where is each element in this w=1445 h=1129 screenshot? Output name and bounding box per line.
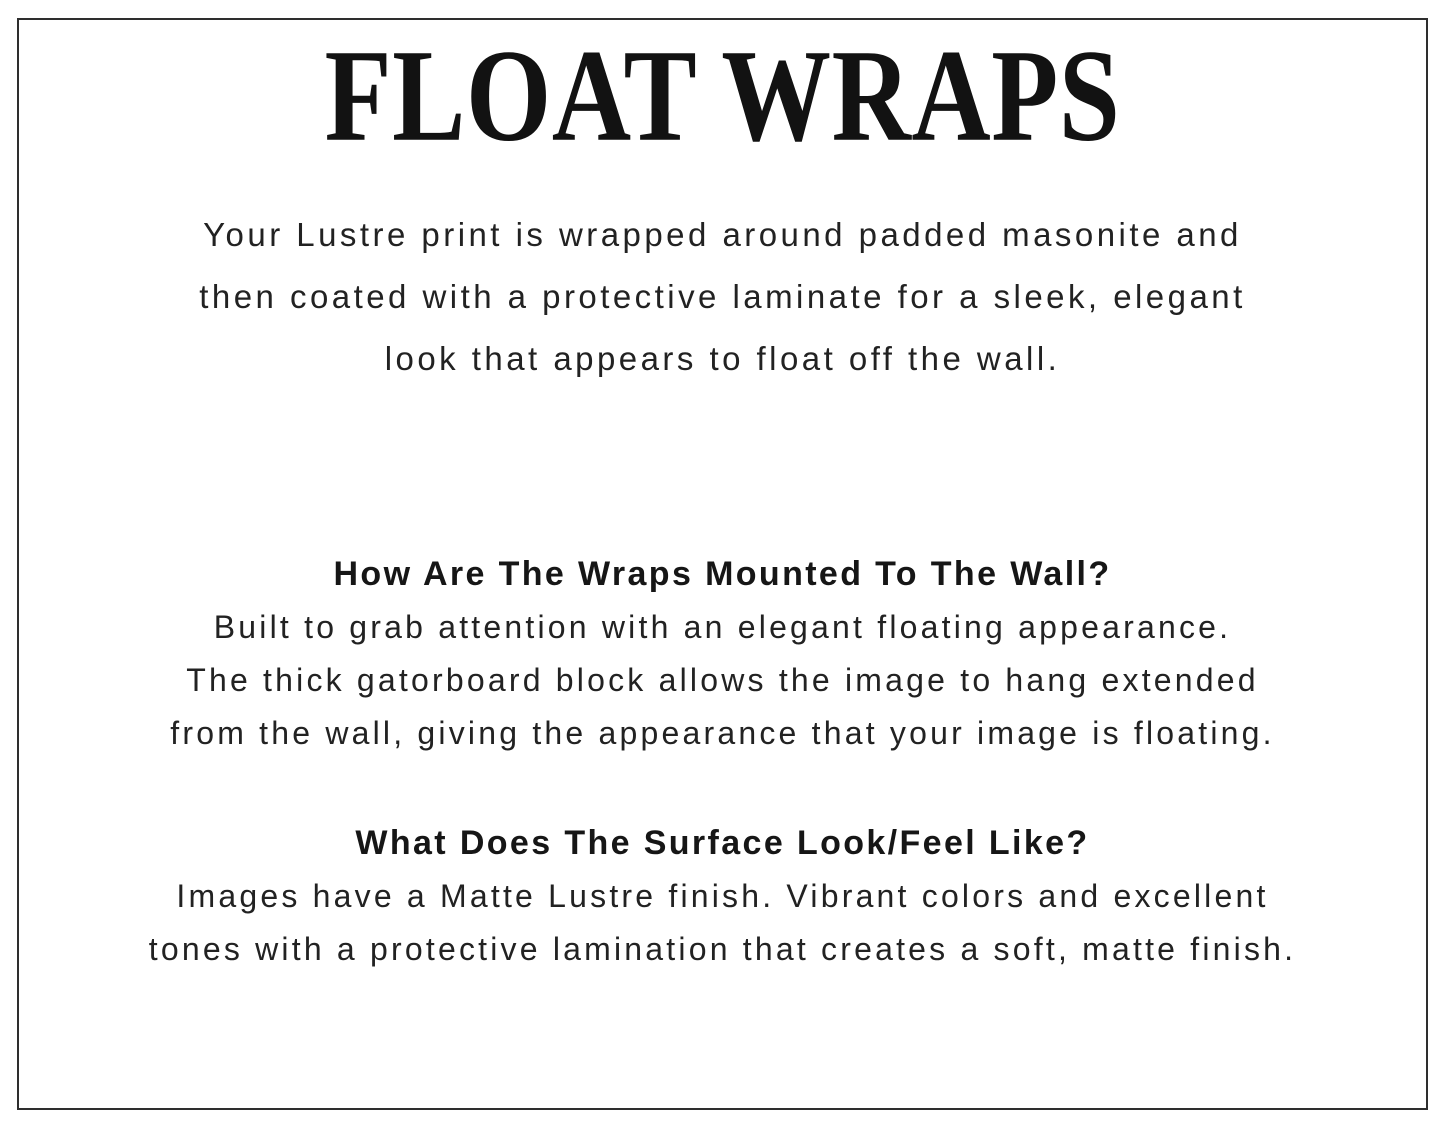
section-body-line: The thick gatorboard block allows the image to hang extended [186,662,1259,698]
section-mounting-body [0,601,1445,760]
intro-line: Your Lustre print is wrapped around padded masonite and [203,216,1242,253]
page-title: FLOAT WRAPS [324,22,1121,170]
section-body-line: Images have a Matte Lustre finish. Vibrant colors and excellent [176,878,1269,914]
intro-paragraph [0,204,1445,390]
section-surface-heading: What Does The Surface Look/Feel Like? [355,824,1090,862]
faq-sections [0,548,1445,976]
section-body-line: Built to grab attention with an elegant floating appearance. [213,609,1232,645]
section-surface [0,817,1445,976]
intro-line: look that appears to float off the wall. [384,340,1061,377]
section-body-line: tones with a protective lamination that creates a soft, matte finish. [148,931,1297,967]
section-mounting-heading: How Are The Wraps Mounted To The Wall? [333,555,1112,593]
section-mounting [0,548,1445,760]
section-body-line: from the wall, giving the appearance that your image is floating. [170,715,1275,751]
section-surface-body [0,870,1445,976]
intro-line: then coated with a protective laminate for a sleek, elegant [199,278,1246,315]
